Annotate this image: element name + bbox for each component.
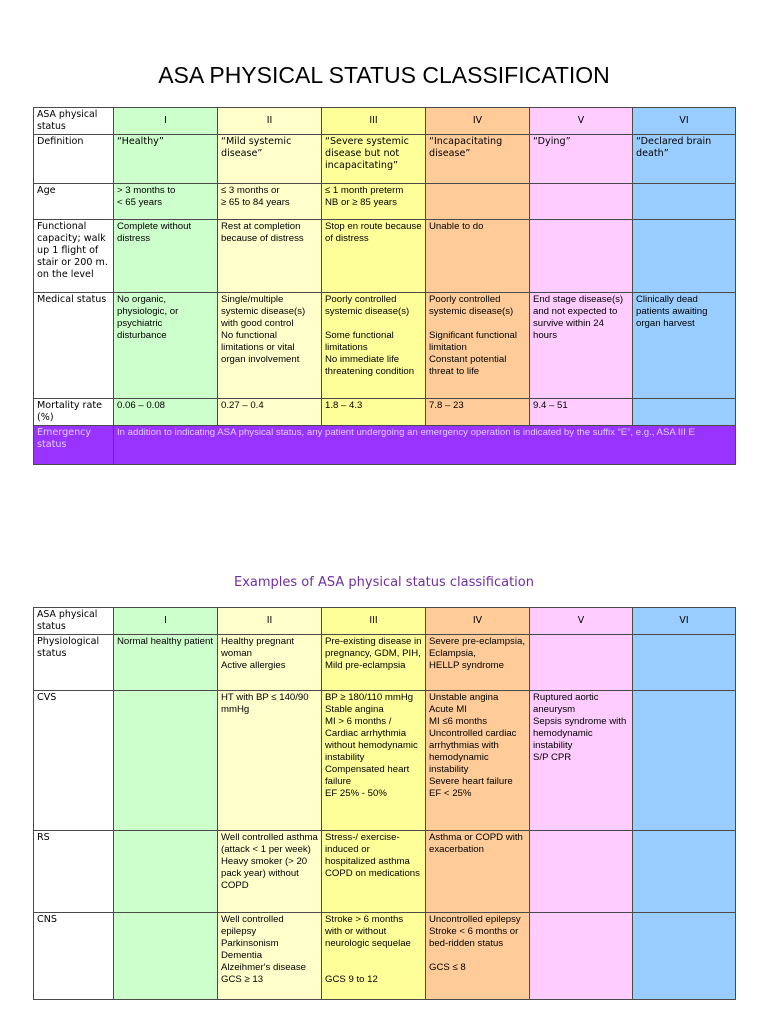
row-label-cns: CNS [34, 913, 114, 1000]
cns-cell [633, 913, 736, 1000]
class-header-vi: VI [633, 608, 736, 635]
medical-cell: No organic, physiologic, or psychiatric disturbance [114, 293, 218, 399]
row-label-age: Age [34, 184, 114, 220]
asa-classification-table [33, 107, 736, 465]
class-header-v: V [530, 608, 633, 635]
cns-cell [530, 913, 633, 1000]
header-label: ASA physical status [34, 108, 114, 135]
age-cell: ≤ 1 month preterm NB or ≥ 85 years [322, 184, 426, 220]
row-label-cvs: CVS [34, 691, 114, 831]
examples-subtitle: Examples of ASA physical status classification [234, 575, 534, 590]
table-row [34, 184, 736, 220]
table-row [34, 135, 736, 184]
definition-cell: “Incapacitating disease” [426, 135, 530, 184]
cvs-cell: HT with BP ≤ 140/90 mmHg [218, 691, 322, 831]
physiological-cell [633, 635, 736, 691]
functional-cell: Stop en route because of distress [322, 220, 426, 293]
age-cell: ≤ 3 months or ≥ 65 to 84 years [218, 184, 322, 220]
table-row [34, 635, 736, 691]
table-row [34, 293, 736, 399]
cvs-cell: Ruptured aortic aneurysm Sepsis syndrome with hemodynamic instability S/P CPR [530, 691, 633, 831]
mortality-cell: 0.06 – 0.08 [114, 399, 218, 426]
mortality-cell [633, 399, 736, 426]
rs-cell [530, 831, 633, 913]
functional-cell [633, 220, 736, 293]
header-label: ASA physical status [34, 608, 114, 635]
class-header-iv: IV [426, 108, 530, 135]
definition-cell: “Severe systemic disease but not incapacitating” [322, 135, 426, 184]
class-header-v: V [530, 108, 633, 135]
page-title: ASA PHYSICAL STATUS CLASSIFICATION [158, 62, 610, 88]
class-header-iii: III [322, 608, 426, 635]
physiological-cell: Healthy pregnant woman Active allergies [218, 635, 322, 691]
rs-cell: Well controlled asthma (attack < 1 per week) Heavy smoker (> 20 pack year) without COPD [218, 831, 322, 913]
medical-cell: End stage disease(s) and not expected to survive within 24 hours [530, 293, 633, 399]
definition-cell: “Declared brain death” [633, 135, 736, 184]
cvs-cell: Unstable angina Acute MI MI ≤6 months Uncontrolled cardiac arrhythmias with hemodynamic instability Severe heart failure EF < 25% [426, 691, 530, 831]
cvs-cell: BP ≥ 180/110 mmHg Stable angina MI > 6 months / Cardiac arrhythmia without hemodynamic instability Compensated heart failure EF 25% - 50% [322, 691, 426, 831]
class-header-ii: II [218, 608, 322, 635]
medical-cell: Single/multiple systemic disease(s) with good control No functional limitations or vital organ involvement [218, 293, 322, 399]
row-label-mortality-rate: Mortality rate (%) [34, 399, 114, 426]
asa-examples-table [33, 607, 736, 1000]
cns-cell: Stroke > 6 months with or without neurologic sequelae GCS 9 to 12 [322, 913, 426, 1000]
mortality-cell: 0.27 – 0.4 [218, 399, 322, 426]
row-label-functional-capacity: Functional capacity; walk up 1 flight of stair or 200 m. on the level [34, 220, 114, 293]
rs-cell: Asthma or COPD with exacerbation [426, 831, 530, 913]
physiological-cell: Severe pre-eclampsia, Eclampsia, HELLP syndrome [426, 635, 530, 691]
table-row [34, 913, 736, 1000]
rs-cell: Stress-/ exercise-induced or hospitalized asthma COPD on medications [322, 831, 426, 913]
mortality-cell: 1.8 – 4.3 [322, 399, 426, 426]
row-label-emergency-status: Emergency status [34, 426, 114, 465]
cns-cell: Well controlled epilepsy Parkinsonism Dementia Alzeihmer's disease GCS ≥ 13 [218, 913, 322, 1000]
class-header-vi: VI [633, 108, 736, 135]
functional-cell: Complete without distress [114, 220, 218, 293]
mortality-cell: 9.4 – 51 [530, 399, 633, 426]
row-label-definition: Definition [34, 135, 114, 184]
cns-cell [114, 913, 218, 1000]
physiological-cell: Pre-existing disease in pregnancy, GDM, PIH, Mild pre-eclampsia [322, 635, 426, 691]
age-cell: > 3 months to < 65 years [114, 184, 218, 220]
rs-cell [633, 831, 736, 913]
cvs-cell [633, 691, 736, 831]
age-cell [530, 184, 633, 220]
table-row [34, 220, 736, 293]
table-row [34, 691, 736, 831]
age-cell [633, 184, 736, 220]
table2-header-row [34, 608, 736, 635]
table1-header-row [34, 108, 736, 135]
class-header-i: I [114, 108, 218, 135]
mortality-cell: 7.8 – 23 [426, 399, 530, 426]
class-header-i: I [114, 608, 218, 635]
medical-cell: Poorly controlled systemic disease(s) Significant functional limitation Constant potential threat to life [426, 293, 530, 399]
class-header-iii: III [322, 108, 426, 135]
functional-cell: Rest at completion because of distress [218, 220, 322, 293]
physiological-cell: Normal healthy patient [114, 635, 218, 691]
definition-cell: “Dying” [530, 135, 633, 184]
definition-cell: “Healthy” [114, 135, 218, 184]
rs-cell [114, 831, 218, 913]
physiological-cell [530, 635, 633, 691]
table-row [34, 426, 736, 465]
row-label-rs: RS [34, 831, 114, 913]
class-header-ii: II [218, 108, 322, 135]
age-cell [426, 184, 530, 220]
functional-cell [530, 220, 633, 293]
cvs-cell [114, 691, 218, 831]
table-row [34, 831, 736, 913]
functional-cell: Unable to do [426, 220, 530, 293]
medical-cell: Poorly controlled systemic disease(s) Some functional limitations No immediate life threatening condition [322, 293, 426, 399]
medical-cell: Clinically dead patients awaiting organ harvest [633, 293, 736, 399]
cns-cell: Uncontrolled epilepsy Stroke < 6 months or bed-ridden status GCS ≤ 8 [426, 913, 530, 1000]
definition-cell: “Mild systemic disease” [218, 135, 322, 184]
row-label-physiological-status: Physiological status [34, 635, 114, 691]
class-header-iv: IV [426, 608, 530, 635]
table-row [34, 399, 736, 426]
emergency-note: In addition to indicating ASA physical status, any patient undergoing an emergency operation is indicated by the suffix “E”, e.g., ASA III E [114, 426, 736, 465]
row-label-medical-status: Medical status [34, 293, 114, 399]
